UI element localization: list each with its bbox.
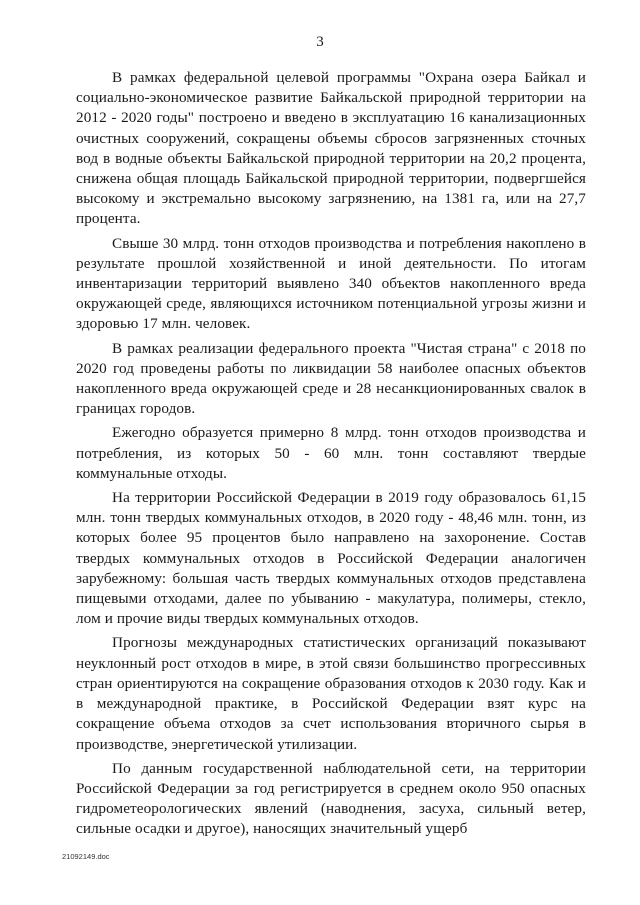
paragraph-municipal-waste: На территории Российской Федерации в 2019 году образовалось 61,15 млн. тонн твердых коммунальных отходов, в 2020 году - 48,46 млн. тонн, из которых более 95 процентов было направлено на захоронение. Состав твердых коммунальных отходов в Российской Федерации аналогичен зарубежному: большая часть твердых коммунальных отходов представлена пищевыми отходами, далее по убыванию - макулатура, полимеры, стекло, лом и прочие виды твердых коммунальных отходов. [76,489,586,628]
file-name-footer: 21092149.doc [62,852,110,861]
paragraph-baikal-program: В рамках федеральной целевой программы "Охрана озера Байкал и социально-экономическое развитие Байкальской природной территории на 2012 - 2020 годы" построено и введено в эксплуатацию 16 канализационных очистных сооружений, сокращены объемы сбросов загрязненных сточных вод в водные объекты Байкальской природной территории на 20,2 процента, снижена общая площадь Байкальской природной территории, подвергшейся высокому и экстремально высокому загрязнению, на 1381 га, или на 27,7 процента. [76,69,586,228]
paragraph-accumulated-waste: Свыше 30 млрд. тонн отходов производства и потребления накоплено в результате прошлой хозяйственной и иной деятельности. По итогам инвентаризации территорий выявлено 340 объектов накопленного вреда окружающей среде, являющихся источником потенциальной угрозы жизни и здоровью 17 млн. человек. [76,234,586,333]
page-number: 3 [316,34,324,50]
document-body [76,68,586,844]
paragraph-hydrometeorological: По данным государственной наблюдательной сети, на территории Российской Федерации за год регистрируется в среднем около 950 опасных гидрометеорологических явлений (наводнения, засуха, сильный ветер, сильные осадки и другое), наносящих значительный ущерб [76,759,586,838]
paragraph-clean-country-project: В рамках реализации федерального проекта "Чистая страна" с 2018 по 2020 год проведены работы по ликвидации 58 наиболее опасных объектов накопленного вреда окружающей среде и 28 несанкционированных свалок в границах городов. [76,339,586,418]
paragraph-waste-forecasts: Прогнозы международных статистических организаций показывают неуклонный рост отходов в мире, в этой связи большинство прогрессивных стран ориентируются на сокращение образования отходов к 2030 году. Как и в международной практике, в Российской Федерации взят курс на сокращение объема отходов за счет использования вторичного сырья в производстве, энергетической утилизации. [76,634,586,753]
paragraph-annual-waste: Ежегодно образуется примерно 8 млрд. тонн отходов производства и потребления, из которых 50 - 60 млн. тонн составляют твердые коммунальные отходы. [76,424,586,482]
